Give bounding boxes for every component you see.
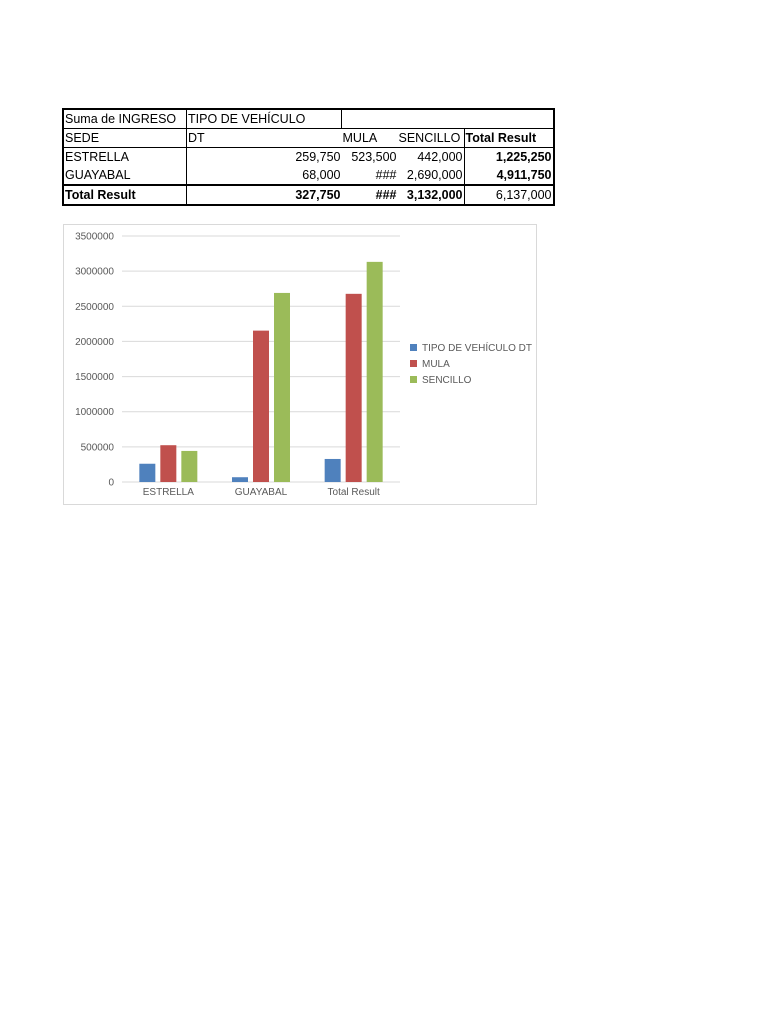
table-cell[interactable]: 327,750 <box>187 185 342 205</box>
y-tick-label: 3000000 <box>75 266 114 278</box>
legend-label: TIPO DE VEHÍCULO DT <box>422 343 533 354</box>
chart-area[interactable] <box>63 224 537 505</box>
table-cell[interactable]: Total Result <box>464 129 554 148</box>
legend-label: MULA <box>422 359 450 370</box>
legend-swatch <box>410 376 417 383</box>
bar-mula <box>346 294 362 482</box>
bar-mula <box>160 445 176 482</box>
bar-chart <box>64 225 536 504</box>
table-cell[interactable]: 4,911,750 <box>464 166 554 185</box>
table-cell[interactable]: ESTRELLA <box>63 148 187 167</box>
bar-tipo-de-veh-culo-dt <box>232 477 248 482</box>
table-row <box>63 148 554 167</box>
bar-mula <box>253 331 269 482</box>
y-tick-label: 3500000 <box>75 231 114 243</box>
pivot-table <box>62 108 555 206</box>
table-cell[interactable]: 68,000 <box>187 166 342 185</box>
table-cell[interactable]: 3,132,000 <box>398 185 465 205</box>
bar-tipo-de-veh-culo-dt <box>325 459 341 482</box>
table-cell[interactable]: 2,690,000 <box>406 168 463 182</box>
table-row <box>63 166 554 185</box>
table-cell[interactable]: GUAYABAL <box>65 168 131 182</box>
legend-label: SENCILLO <box>422 375 472 386</box>
table-cell[interactable]: Total Result <box>63 185 187 205</box>
legend-swatch <box>410 360 417 367</box>
table-cell[interactable]: 6,137,000 <box>464 185 554 205</box>
table-header-row-1 <box>63 109 554 129</box>
y-tick-label: 0 <box>108 477 114 489</box>
table-cell[interactable]: Suma de INGRESO <box>65 112 177 126</box>
x-tick-label: GUAYABAL <box>234 487 288 498</box>
bar-sencillo <box>274 293 290 482</box>
table-cell[interactable]: DT <box>187 129 342 148</box>
legend-swatch <box>410 344 417 351</box>
y-tick-label: 500000 <box>80 442 114 454</box>
table-cell[interactable]: 442,000 <box>398 148 465 167</box>
bar-tipo-de-veh-culo-dt <box>139 464 155 482</box>
y-tick-label: 1000000 <box>75 407 114 419</box>
table-cell[interactable]: MULA <box>342 129 398 148</box>
x-tick-label: Total Result <box>327 487 380 498</box>
bar-sencillo <box>367 262 383 482</box>
table-cell[interactable]: 259,750 <box>187 148 342 167</box>
y-tick-label: 2000000 <box>75 336 114 348</box>
x-tick-label: ESTRELLA <box>142 487 194 498</box>
table-cell[interactable]: ### <box>342 185 398 205</box>
table-header-row-2 <box>63 129 554 148</box>
table-cell[interactable]: 1,225,250 <box>464 148 554 167</box>
table-cell[interactable]: ### <box>375 168 397 182</box>
bar-sencillo <box>181 451 197 482</box>
table-cell[interactable]: SENCILLO <box>398 129 465 148</box>
table-cell[interactable] <box>342 109 554 129</box>
table-cell[interactable]: TIPO DE VEHÍCULO <box>187 109 342 129</box>
y-tick-label: 2500000 <box>75 301 114 313</box>
table-cell[interactable]: SEDE <box>63 129 187 148</box>
y-tick-label: 1500000 <box>75 372 114 384</box>
table-cell[interactable]: 523,500 <box>342 148 398 167</box>
table-total-row <box>63 185 554 205</box>
